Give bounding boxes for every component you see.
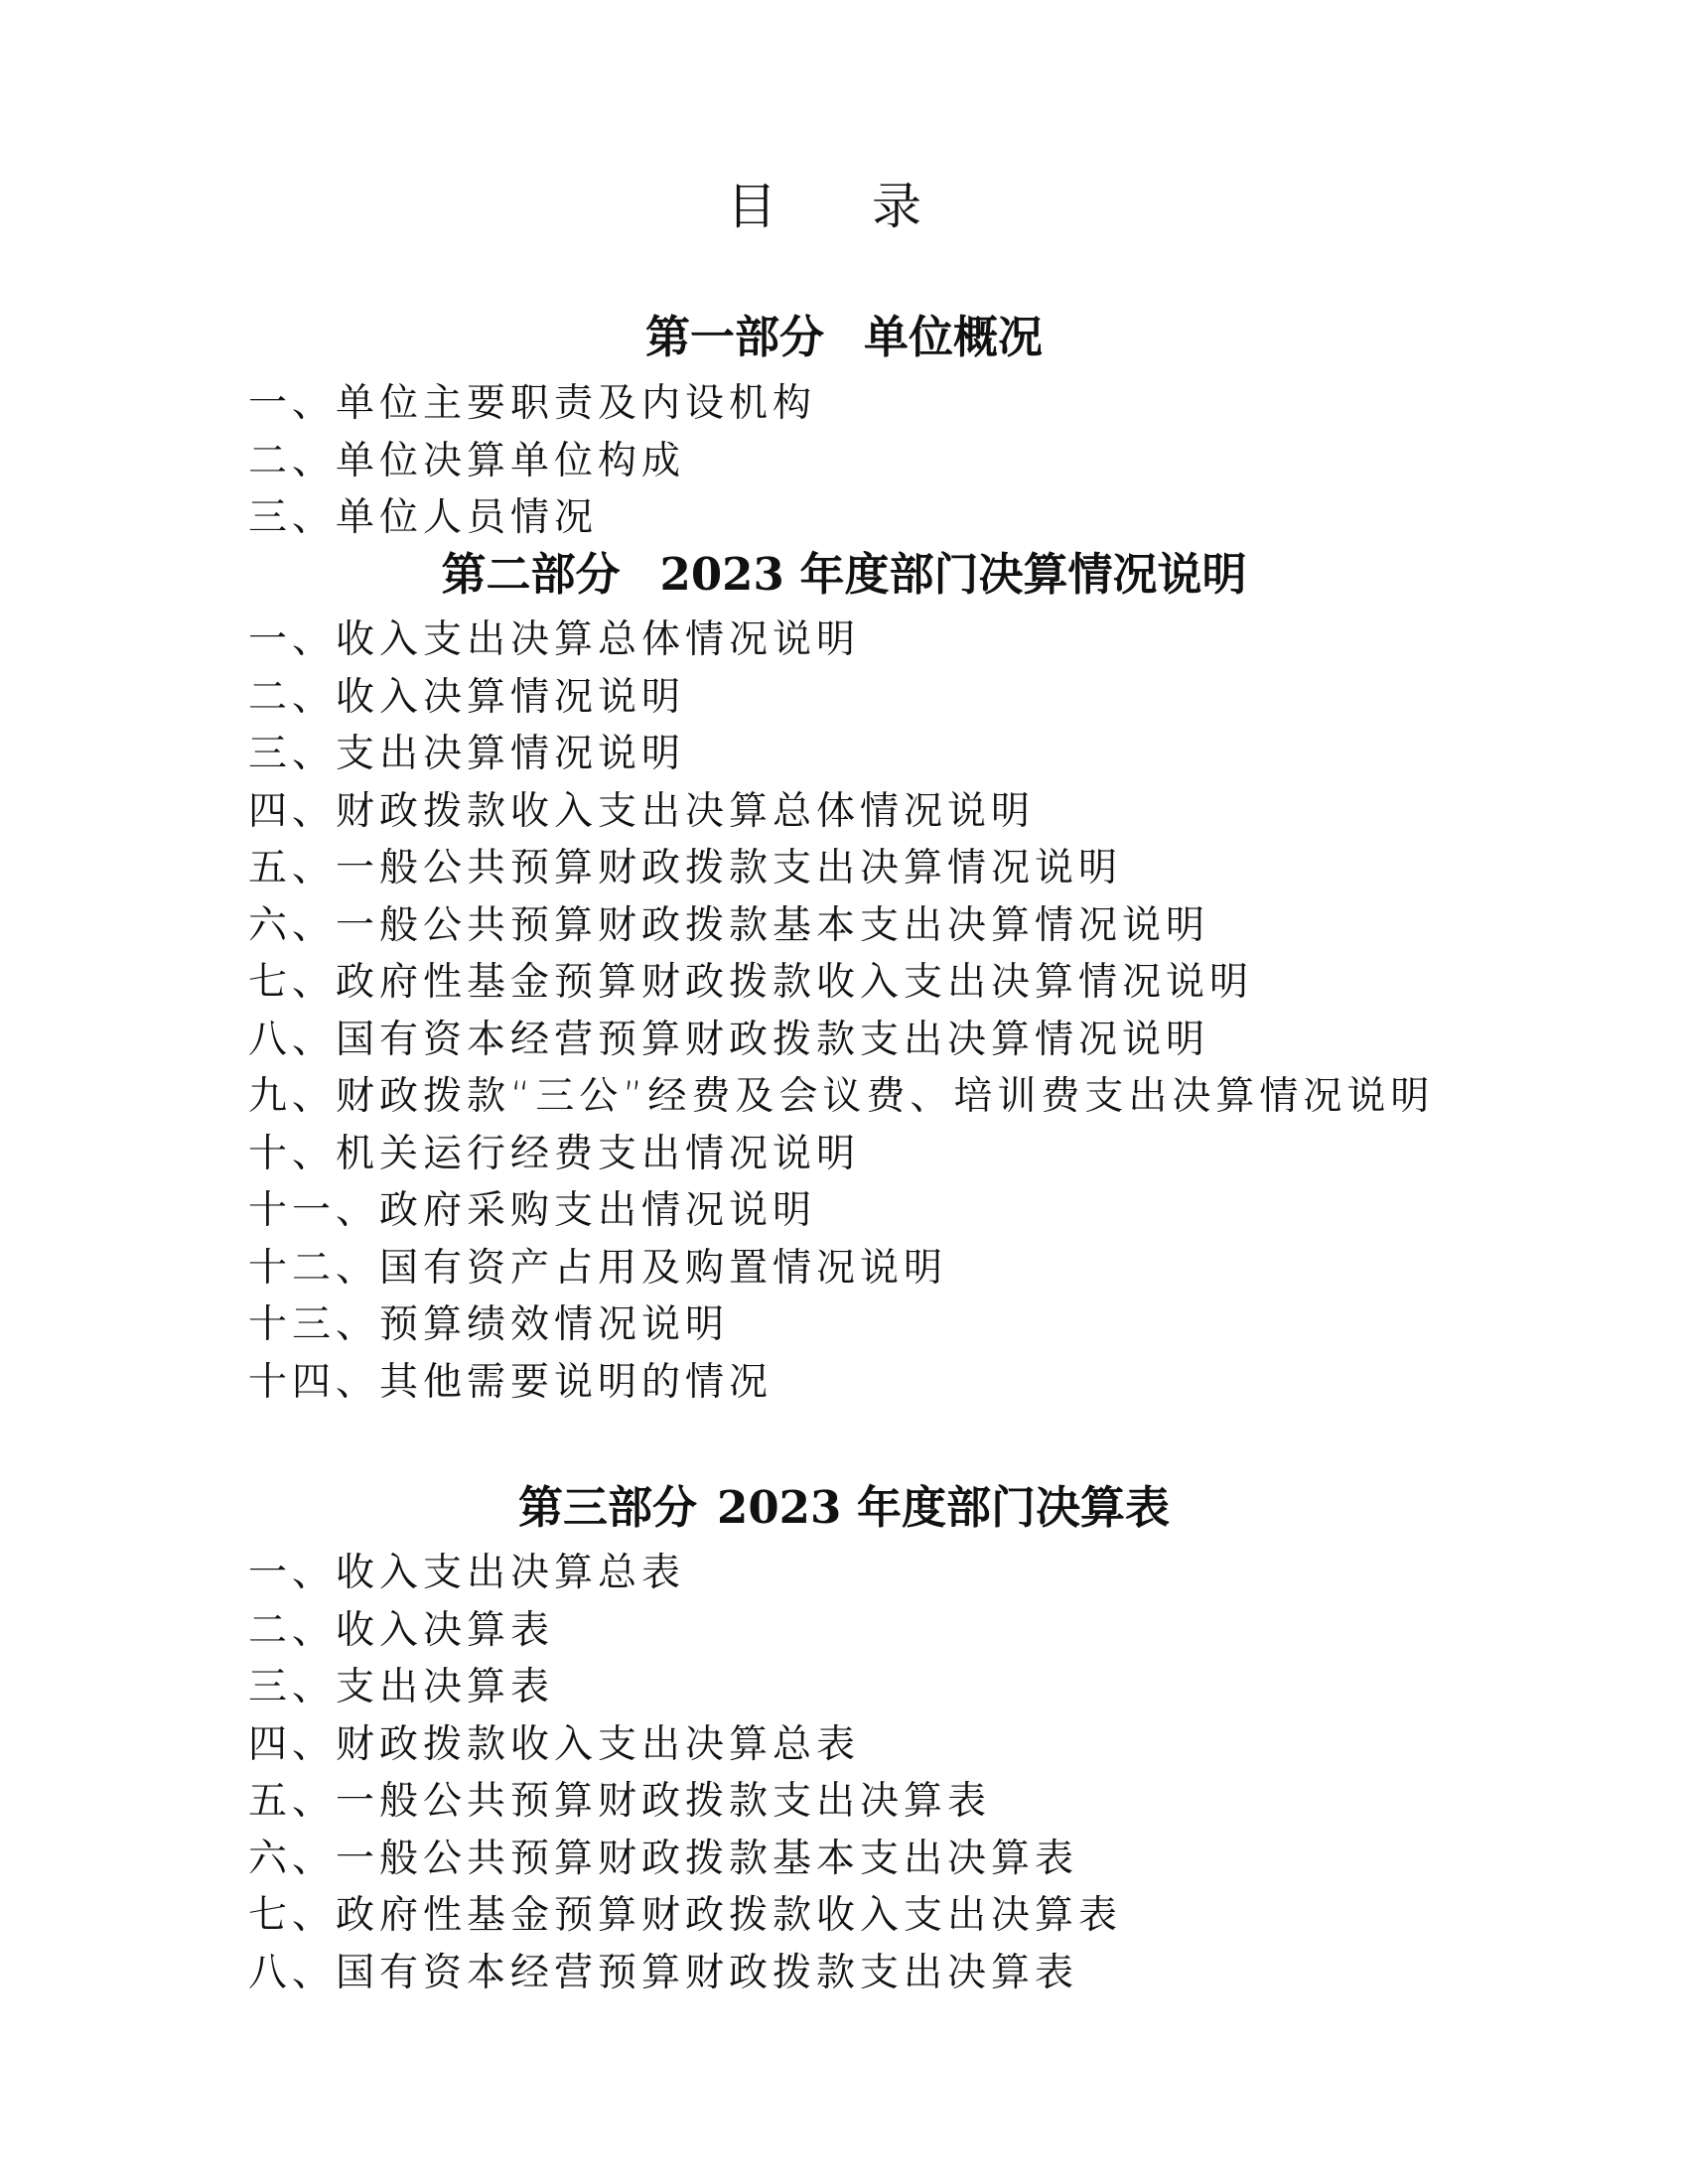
toc-item: 一、单位主要职责及内设机构 — [248, 381, 817, 426]
toc-list-part-2 — [248, 612, 1434, 1411]
toc-item: 六、一般公共预算财政拨款基本支出决算表 — [248, 1836, 1079, 1881]
section-title: 2023 年度部门决算表 — [717, 1481, 1170, 1534]
toc-item: 十三、预算绩效情况说明 — [248, 1302, 730, 1347]
section-heading-part-3 — [0, 1480, 1688, 1536]
toc-item: 七、政府性基金预算财政拨款收入支出决算情况说明 — [248, 960, 1254, 1005]
toc-item: 八、国有资本经营预算财政拨款支出决算表 — [248, 1950, 1079, 1995]
toc-item: 八、国有资本经营预算财政拨款支出决算情况说明 — [248, 1017, 1210, 1062]
toc-item: 九、财政拨款“三公”经费及会议费、培训费支出决算情况说明 — [248, 1074, 1435, 1119]
toc-item: 四、财政拨款收入支出决算总表 — [248, 1721, 861, 1767]
toc-item: 三、支出决算情况说明 — [248, 732, 686, 776]
toc-item: 三、单位人员情况 — [248, 495, 599, 540]
toc-item: 十一、政府采购支出情况说明 — [248, 1188, 817, 1233]
section-title: 单位概况 — [864, 311, 1044, 363]
toc-item: 一、收入支出决算总表 — [248, 1551, 686, 1595]
section-heading-part-2 — [0, 547, 1688, 603]
section-title: 2023 年度部门决算情况说明 — [659, 548, 1247, 601]
toc-item: 二、收入决算情况说明 — [248, 674, 686, 720]
toc-item: 五、一般公共预算财政拨款支出决算表 — [248, 1779, 992, 1824]
toc-item: 二、收入决算表 — [248, 1607, 555, 1653]
toc-item: 十、机关运行经费支出情况说明 — [248, 1131, 861, 1176]
toc-item: 三、支出决算表 — [248, 1665, 555, 1709]
section-part-label: 第一部分 — [644, 311, 824, 363]
toc-item: 五、一般公共预算财政拨款支出决算情况说明 — [248, 846, 1123, 890]
section-part-label: 第三部分 — [518, 1481, 698, 1534]
toc-item: 一、收入支出决算总体情况说明 — [248, 617, 861, 662]
toc-list-part-3 — [248, 1545, 1122, 2001]
toc-item: 七、政府性基金预算财政拨款收入支出决算表 — [248, 1893, 1123, 1938]
toc-item: 六、一般公共预算财政拨款基本支出决算情况说明 — [248, 902, 1210, 948]
toc-item: 十四、其他需要说明的情况 — [248, 1359, 774, 1405]
section-part-label: 第二部分 — [441, 548, 621, 601]
page-title: 目 录 — [727, 178, 961, 235]
toc-item: 二、单位决算单位构成 — [248, 438, 686, 483]
toc-item: 十二、国有资产占用及购置情况说明 — [248, 1245, 948, 1291]
toc-list-part-1 — [248, 375, 816, 547]
toc-item: 四、财政拨款收入支出决算总体情况说明 — [248, 788, 1036, 834]
section-heading-part-1 — [0, 310, 1688, 365]
